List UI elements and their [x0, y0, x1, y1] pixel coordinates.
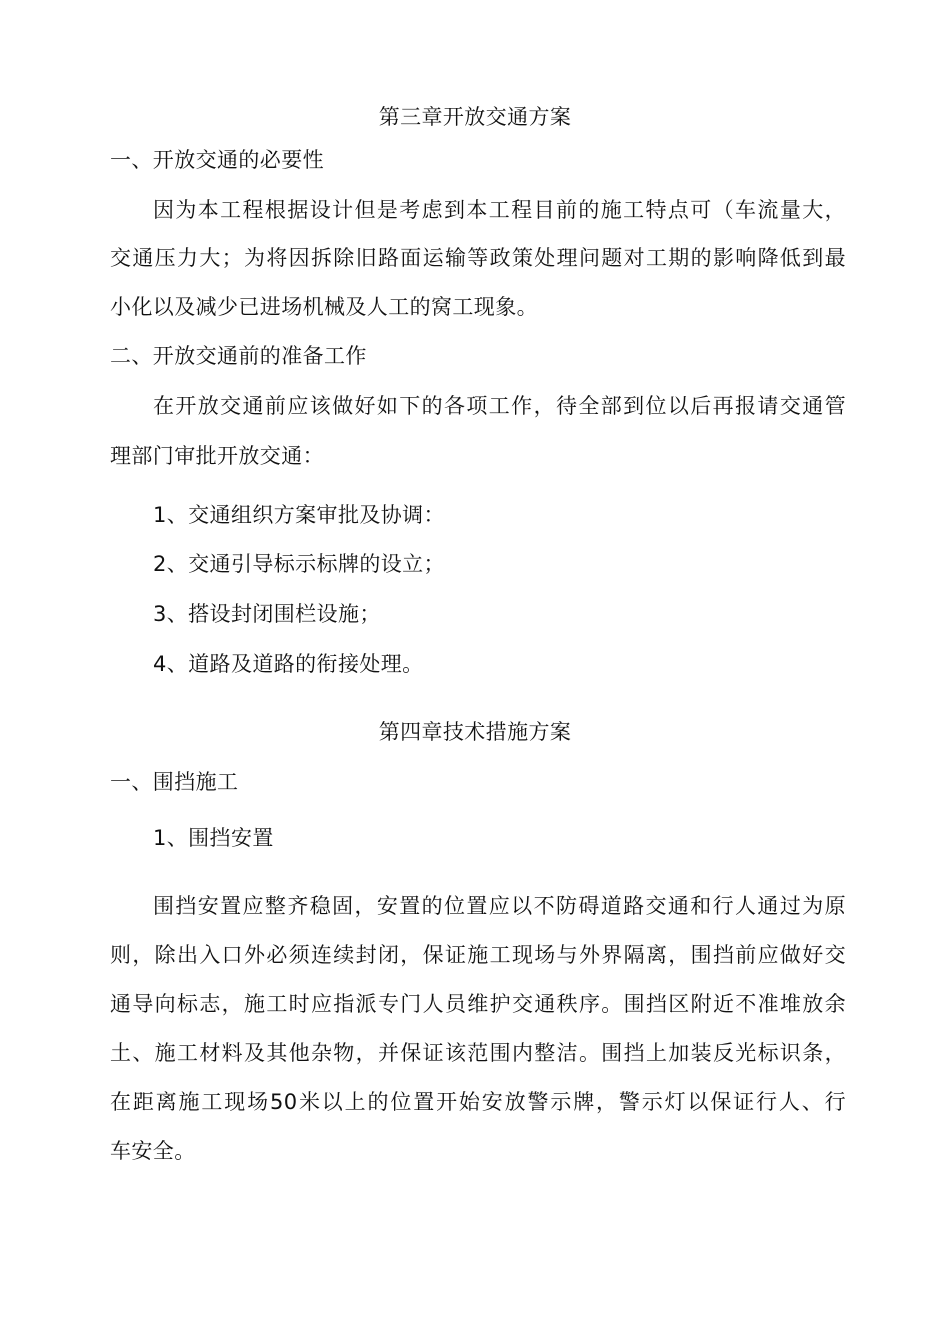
paragraph-line: 因为本工程根据设计但是考虑到本工程目前的施工特点可（车流量大， — [153, 198, 846, 222]
chapter-3-title: 第三章开放交通方案 — [378, 105, 572, 129]
section-heading-necessity: 一、开放交通的必要性 — [110, 148, 324, 172]
paragraph-line: 交通压力大；为将因拆除旧路面运输等政策处理问题对工期的影响降低到最 — [110, 246, 846, 270]
list-item: 3、搭设封闭围栏设施； — [153, 602, 381, 626]
paragraph-line: 在距离施工现场50米以上的位置开始安放警示牌，警示灯以保证行人、行 — [110, 1090, 846, 1114]
paragraph-line: 则，除出入口外必须连续封闭，保证施工现场与外界隔离，围挡前应做好交 — [110, 943, 846, 967]
list-item: 4、道路及道路的衔接处理。 — [153, 652, 424, 676]
paragraph-line: 小化以及减少已进场机械及人工的窝工现象。 — [110, 295, 538, 319]
section-heading-enclosure: 一、围挡施工 — [110, 770, 239, 794]
list-item: 2、交通引导标示标牌的设立； — [153, 552, 445, 576]
section-heading-preparation: 二、开放交通前的准备工作 — [110, 344, 367, 368]
paragraph-line: 土、施工材料及其他杂物，并保证该范围内整洁。围挡上加装反光标识条， — [110, 1041, 846, 1065]
paragraph-line: 理部门审批开放交通： — [110, 444, 324, 468]
paragraph-line: 车安全。 — [110, 1139, 196, 1163]
paragraph-line: 在开放交通前应该做好如下的各项工作，待全部到位以后再报请交通管 — [153, 394, 846, 418]
list-item: 1、交通组织方案审批及协调： — [153, 503, 445, 527]
paragraph-line: 围挡安置应整齐稳固，安置的位置应以不防碍道路交通和行人通过为原 — [153, 894, 846, 918]
chapter-4-title: 第四章技术措施方案 — [378, 720, 572, 744]
subsection-heading: 1、围挡安置 — [153, 826, 274, 850]
paragraph-line: 通导向标志，施工时应指派专门人员维护交通秩序。围挡区附近不准堆放余 — [110, 992, 846, 1016]
